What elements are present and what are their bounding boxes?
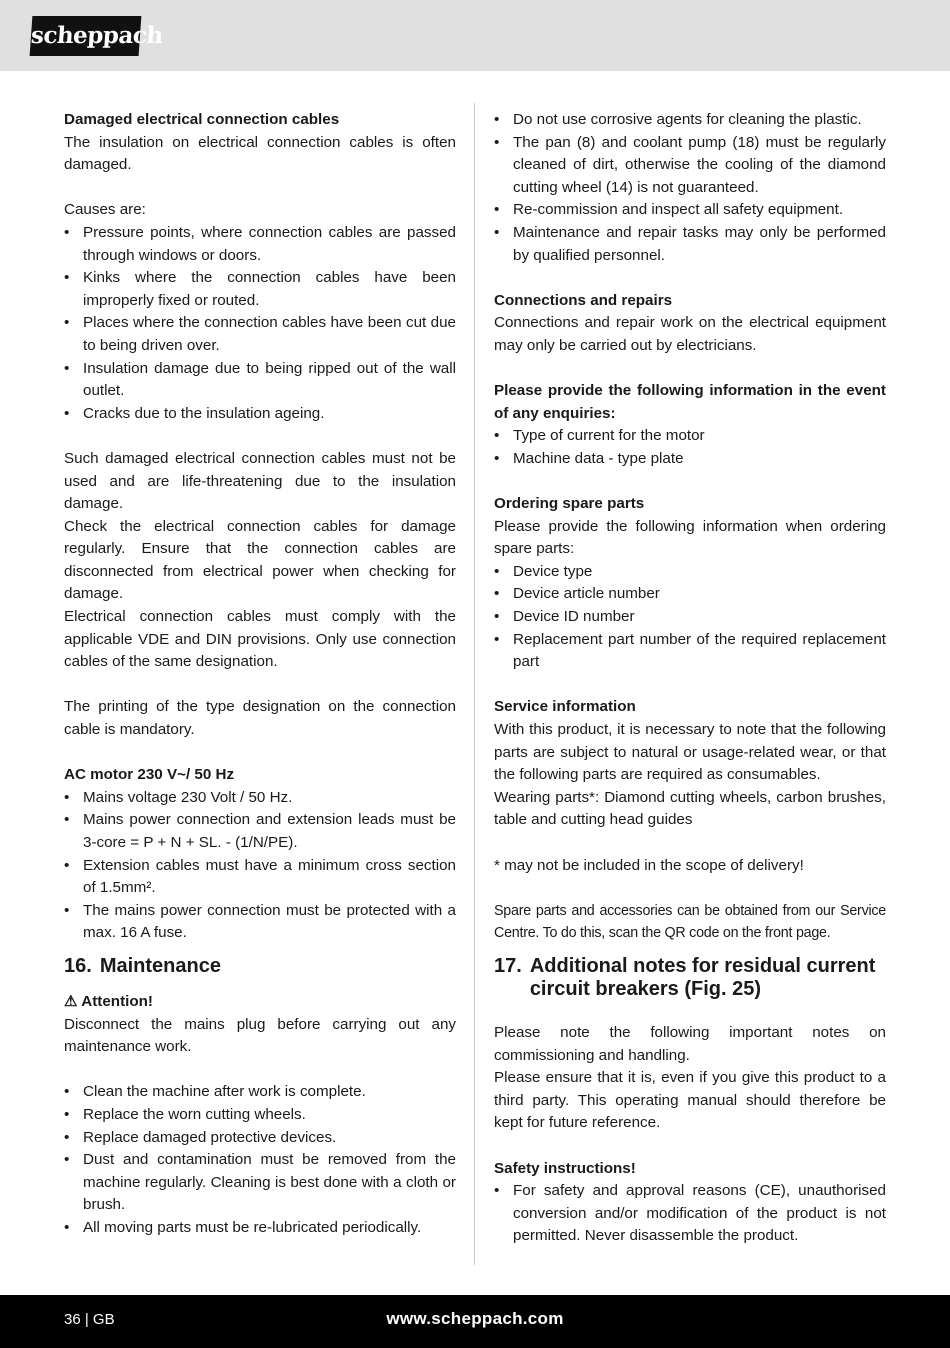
section-17-heading bbox=[494, 955, 886, 1001]
cables-paragraph: Electrical connection cables must comply with the applicable VDE and DIN provisions. Only use connection cables of the same designation. bbox=[64, 608, 456, 671]
page-footer bbox=[0, 1295, 950, 1348]
list-item: • The mains power connection must be protected with a max. 16 A fuse. bbox=[64, 900, 456, 945]
enquiries-heading: Please provide the following information in the event of any enquiries: bbox=[494, 382, 886, 422]
safety-list bbox=[494, 1180, 886, 1248]
list-item: • Type of current for the motor bbox=[494, 425, 886, 448]
left-column bbox=[64, 109, 456, 1240]
motor-heading: AC motor 230 V~/ 50 Hz bbox=[64, 766, 235, 784]
service-centre-note: Spare parts and accessories can be obtained from our Service Centre. To do this, scan the QR code on the front page. bbox=[494, 902, 886, 942]
section-number: 16. bbox=[64, 954, 92, 977]
list-item: • Places where the connection cables have been cut due to being driven over. bbox=[64, 312, 456, 357]
website-link[interactable]: www.scheppach.com bbox=[386, 1309, 564, 1328]
column-divider bbox=[474, 103, 475, 1265]
right-column bbox=[494, 109, 886, 1248]
page-header bbox=[0, 0, 950, 71]
section-title: Additional notes for residual current circuit breakers (Fig. 25) bbox=[529, 954, 876, 1000]
cables-paragraph: Check the electrical connection cables for damage regularly. Ensure that the connection cables are disconnected from electrical power when checking for damage. bbox=[64, 517, 456, 603]
list-item: • The pan (8) and coolant pump (18) must be regularly cleaned of dirt, otherwise the cooling of the diamond cutting wheel (14) is not guaranteed. bbox=[494, 132, 886, 200]
section-number: 17. bbox=[494, 954, 522, 977]
causes-label: Causes are: bbox=[64, 201, 146, 219]
spare-parts-list bbox=[494, 561, 886, 674]
attention-heading: ⚠ Attention! bbox=[64, 992, 153, 1010]
list-item: • Do not use corrosive agents for cleaning the plastic. bbox=[494, 109, 886, 132]
connections-heading: Connections and repairs bbox=[494, 291, 673, 309]
service-heading: Service information bbox=[494, 698, 636, 716]
list-item: • Mains voltage 230 Volt / 50 Hz. bbox=[64, 787, 456, 810]
cables-intro: The insulation on electrical connection cables is often damaged. bbox=[64, 133, 456, 174]
brand-logo: scheppach bbox=[30, 16, 142, 56]
list-item: • Cracks due to the insulation ageing. bbox=[64, 403, 456, 426]
delivery-note: * may not be included in the scope of delivery! bbox=[494, 856, 804, 874]
cables-paragraph: The printing of the type designation on the connection cable is mandatory. bbox=[64, 698, 456, 739]
list-item: • Replace the worn cutting wheels. bbox=[64, 1104, 456, 1127]
list-item: • Insulation damage due to being ripped out of the wall outlet. bbox=[64, 358, 456, 403]
safety-heading: Safety instructions! bbox=[494, 1159, 636, 1177]
list-item: • Device type bbox=[494, 561, 886, 584]
connections-text: Connections and repair work on the electrical equipment may only be carried out by electricians. bbox=[494, 314, 886, 354]
list-item: • Dust and contamination must be removed from the machine regularly. Cleaning is best done with a cloth or brush. bbox=[64, 1149, 456, 1217]
list-item: • All moving parts must be re-lubricated periodically. bbox=[64, 1217, 456, 1240]
cables-heading: Damaged electrical connection cables bbox=[64, 111, 340, 128]
list-item: • Mains power connection and extension leads must be 3-core = P + N + SL. - (1/N/PE). bbox=[64, 809, 456, 854]
page-number: 36 | GB bbox=[64, 1311, 115, 1328]
list-item: • Device ID number bbox=[494, 606, 886, 629]
list-item: • For safety and approval reasons (CE), unauthorised conversion and/or modification of the product is not permitted. Never disassemble the product. bbox=[494, 1180, 886, 1248]
list-item: • Replace damaged protective devices. bbox=[64, 1127, 456, 1150]
section-16-heading bbox=[64, 955, 456, 978]
section-title: Maintenance bbox=[99, 954, 221, 977]
notes-paragraph: Please note the following important notes on commissioning and handling. bbox=[494, 1023, 886, 1064]
maintenance-list bbox=[64, 1081, 456, 1239]
list-item: • Device article number bbox=[494, 583, 886, 606]
spare-parts-heading: Ordering spare parts bbox=[494, 495, 645, 513]
service-text: With this product, it is necessary to note that the following parts are subject to natural or usage-related wear, or that the following parts are required as consumables. bbox=[494, 721, 886, 784]
cables-paragraph: Such damaged electrical connection cables must not be used and are life-threatening due to the insulation damage. bbox=[64, 449, 456, 513]
notes-paragraph: Please ensure that it is, even if you give this product to a third party. This operating manual should therefore be kept for future reference. bbox=[494, 1069, 886, 1132]
list-item: • Kinks where the connection cables have been improperly fixed or routed. bbox=[64, 267, 456, 312]
wearing-parts-text: Wearing parts*: Diamond cutting wheels, carbon brushes, table and cutting head guides bbox=[494, 788, 886, 829]
list-item: • Pressure points, where connection cables are passed through windows or doors. bbox=[64, 222, 456, 267]
list-item: • Clean the machine after work is complete. bbox=[64, 1081, 456, 1104]
attention-text: Disconnect the mains plug before carrying out any maintenance work. bbox=[64, 1015, 456, 1056]
list-item: • Re-commission and inspect all safety equipment. bbox=[494, 199, 886, 222]
motor-list bbox=[64, 787, 456, 945]
list-item: • Maintenance and repair tasks may only be performed by qualified personnel. bbox=[494, 222, 886, 267]
list-item: • Machine data - type plate bbox=[494, 448, 886, 471]
cleaning-list bbox=[494, 109, 886, 267]
list-item: • Extension cables must have a minimum cross section of 1.5mm². bbox=[64, 855, 456, 900]
causes-list bbox=[64, 222, 456, 425]
list-item: • Replacement part number of the required replacement part bbox=[494, 629, 886, 674]
spare-parts-text: Please provide the following information when ordering spare parts: bbox=[494, 517, 886, 558]
enquiries-list bbox=[494, 425, 886, 470]
